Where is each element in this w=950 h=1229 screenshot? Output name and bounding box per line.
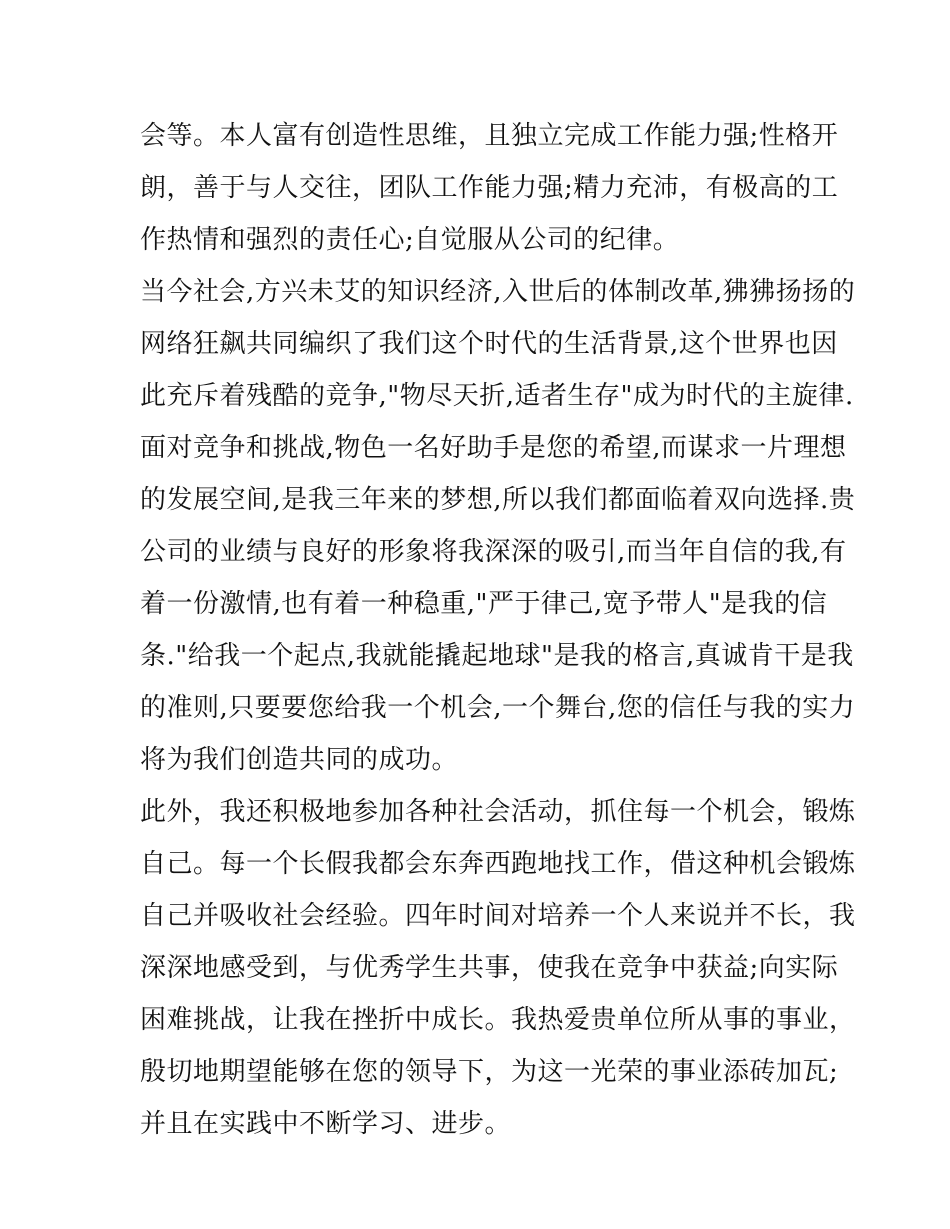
text-line: 自己并吸收社会经验。四年时间对培养一个人来说并不长，我 [140,901,856,931]
text-line: 会等。本人富有创造性思维，且独立完成工作能力强;性格开 [140,121,839,151]
text-line: 的准则,只要要您给我一个机会,一个舞台,您的信任与我的实力 [140,693,856,723]
text-line: 着一份激情,也有着一种稳重,"严于律己,宽予带人"是我的信 [140,589,828,619]
text-line: 条."给我一个起点,我就能撬起地球"是我的格言,真诚肯干是我 [140,641,854,671]
text-line: 作热情和强烈的责任心;自觉服从公司的纪律。 [140,225,680,255]
text-line: 深深地感受到，与优秀学生共事，使我在竞争中获益;向实际 [140,953,839,983]
text-line: 此外，我还积极地参加各种社会活动，抓住每一个机会，锻炼 [140,797,856,827]
text-line: 公司的业绩与良好的形象将我深深的吸引,而当年自信的我,有 [140,537,847,567]
text-line: 殷切地期望能够在您的领导下，为这一光荣的事业添砖加瓦; [140,1057,839,1087]
text-line: 此充斥着残酷的竞争,"物尽天折,适者生存"成为时代的主旋律. [140,381,854,411]
text-line: 面对竞争和挑战,物色一名好助手是您的希望,而谋求一片理想 [140,433,847,463]
paragraph-2 [140,266,856,786]
text-line: 当今社会,方兴未艾的知识经济,入世后的体制改革,狒狒扬扬的 [140,277,856,307]
text-line: 困难挑战，让我在挫折中成长。我热爱贵单位所从事的事业， [140,1005,856,1035]
text-line: 并且在实践中不断学习、进步。 [140,1109,512,1139]
document-page [140,110,856,1150]
paragraph-3 [140,786,856,1150]
text-line: 网络狂飙共同编织了我们这个时代的生活背景,这个世界也因 [140,329,838,359]
text-line: 将为我们创造共同的成功。 [140,745,459,775]
paragraph-1 [140,110,839,266]
text-line: 朗，善于与人交往，团队工作能力强;精力充沛，有极高的工 [140,173,839,203]
text-line: 自己。每一个长假我都会东奔西跑地找工作，借这种机会锻炼 [140,849,856,879]
text-line: 的发展空间,是我三年来的梦想,所以我们都面临着双向选择.贵 [140,485,856,515]
